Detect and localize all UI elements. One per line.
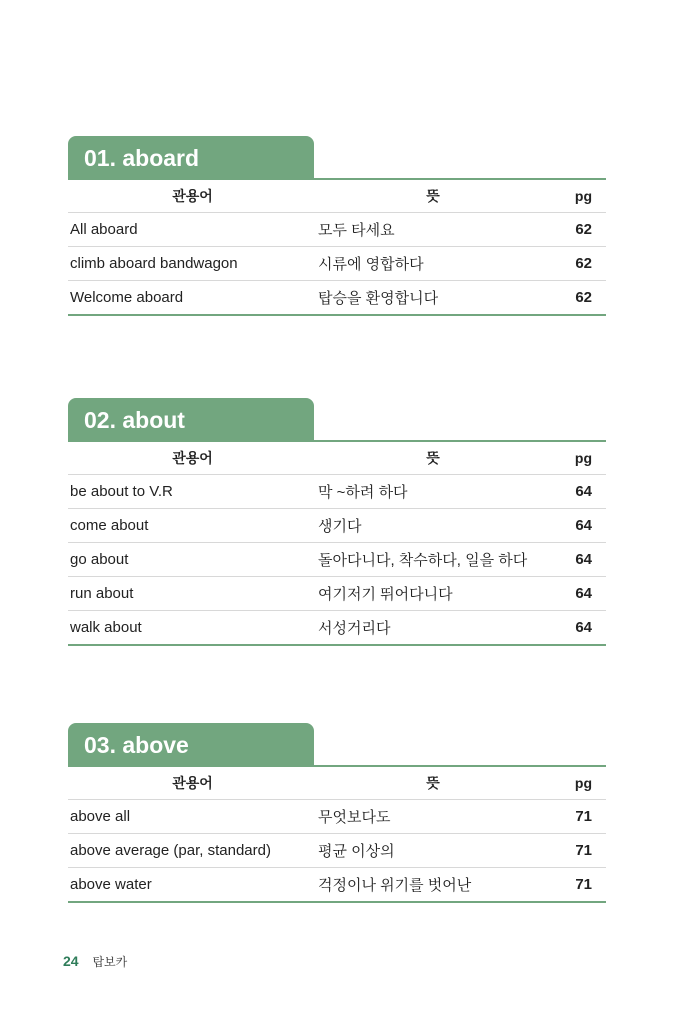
phrase-cell: go about — [68, 543, 317, 577]
phrase-cell: Welcome aboard — [68, 281, 317, 316]
table-row — [68, 475, 606, 509]
meaning-cell: 돌아다니다, 착수하다, 일을 하다 — [317, 543, 549, 577]
table-row — [68, 281, 606, 316]
header-page: pg — [549, 441, 606, 475]
book-title: 탑보카 — [92, 955, 128, 969]
header-meaning: 뜻 — [317, 766, 549, 800]
page-cell: 62 — [549, 247, 606, 281]
page-number: 24 — [63, 953, 79, 969]
header-meaning: 뜻 — [317, 179, 549, 213]
phrase-cell: above all — [68, 800, 317, 834]
phrase-cell: climb aboard bandwagon — [68, 247, 317, 281]
table-row — [68, 577, 606, 611]
header-page: pg — [549, 766, 606, 800]
phrase-cell: above water — [68, 868, 317, 903]
table-row — [68, 834, 606, 868]
phrase-cell: run about — [68, 577, 317, 611]
meaning-cell: 서성거리다 — [317, 611, 549, 646]
idiom-section — [68, 398, 606, 646]
page-cell: 64 — [549, 543, 606, 577]
meaning-cell: 평균 이상의 — [317, 834, 549, 868]
meaning-cell: 모두 타세요 — [317, 213, 549, 247]
phrase-cell: be about to V.R — [68, 475, 317, 509]
table-row — [68, 543, 606, 577]
meaning-cell: 시류에 영합하다 — [317, 247, 549, 281]
phrase-cell: come about — [68, 509, 317, 543]
table-row — [68, 868, 606, 903]
meaning-cell: 막 ~하려 하다 — [317, 475, 549, 509]
table-row — [68, 800, 606, 834]
header-phrase: 관용어 — [68, 441, 317, 475]
meaning-cell: 탑승을 환영합니다 — [317, 281, 549, 316]
page-cell: 64 — [549, 611, 606, 646]
section-title: 02. about — [68, 398, 314, 440]
table-row — [68, 247, 606, 281]
page-cell: 71 — [549, 868, 606, 903]
page-footer — [63, 953, 127, 970]
header-phrase: 관용어 — [68, 179, 317, 213]
meaning-cell: 여기저기 뛰어다니다 — [317, 577, 549, 611]
idiom-section — [68, 723, 606, 903]
table-header — [68, 179, 606, 213]
page-cell: 71 — [549, 800, 606, 834]
phrase-cell: walk about — [68, 611, 317, 646]
header-page: pg — [549, 179, 606, 213]
page-cell: 71 — [549, 834, 606, 868]
idiom-table — [68, 765, 606, 903]
section-title: 03. above — [68, 723, 314, 765]
phrase-cell: All aboard — [68, 213, 317, 247]
phrase-cell: above average (par, standard) — [68, 834, 317, 868]
table-row — [68, 611, 606, 646]
section-title: 01. aboard — [68, 136, 314, 178]
idiom-table — [68, 440, 606, 646]
meaning-cell: 무엇보다도 — [317, 800, 549, 834]
meaning-cell: 걱정이나 위기를 벗어난 — [317, 868, 549, 903]
page-cell: 64 — [549, 509, 606, 543]
idiom-section — [68, 136, 606, 316]
table-row — [68, 213, 606, 247]
table-header — [68, 441, 606, 475]
page-cell: 62 — [549, 213, 606, 247]
header-meaning: 뜻 — [317, 441, 549, 475]
page-cell: 64 — [549, 475, 606, 509]
page-cell: 64 — [549, 577, 606, 611]
page-cell: 62 — [549, 281, 606, 316]
meaning-cell: 생기다 — [317, 509, 549, 543]
table-header — [68, 766, 606, 800]
table-row — [68, 509, 606, 543]
idiom-table — [68, 178, 606, 316]
header-phrase: 관용어 — [68, 766, 317, 800]
